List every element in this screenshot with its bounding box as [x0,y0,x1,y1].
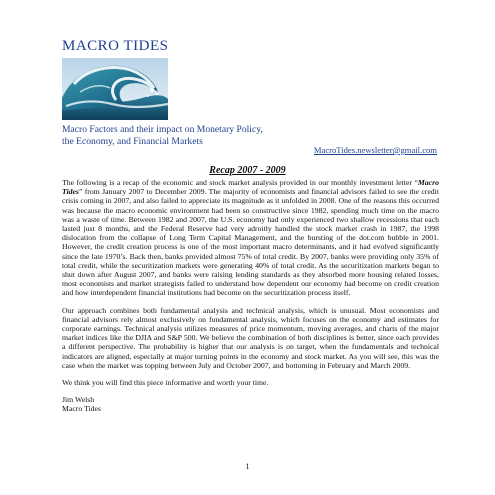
paragraph-closing: We think you will find this piece informative and worth your time. [62,378,269,388]
paragraph-intro-start: The following is a recap of the economic and stock market analysis provided in our monthly investment letter “ [62,178,418,187]
paragraph-intro-rest: ” from January 2007 to December 2009. The majority of economists and financial advisors failed to see the credit crisis coming in 2007, and also failed to appreciate its magnitude as it unfolded in 2008. One of the reasons this occurred was because the macro economic environment had been so constructive since 1982, spending much time on the macro was a waste of time. Between 1982 and 2007, the U.S. economy had only experienced two shallow recessions that each lasted just 8 months, and the Federal Reserve had very adroitly handled the stock market crash in 1987, the 1998 dislocation from the collapse of Long Term Capital Management, and the bursting of the dot.com bubble in 2001. However, the credit creation process is one of the most important macro determinants, and it had evolved significantly since the late 1970’s. Back then, banks provided almost 75% of total credit. By 2007, banks were providing only 35% of total credit, while the securitization markets were generating 40% of total credit. As the securitization markets began to shut down after August 2007, and banks were raising lending standards as they absorbed more housing related losses, most economists and market strategists failed to understand how dependent our economy had become on credit creation and how interdependent financial institutions had become on the securitization process itself. [62,187,439,298]
paragraph-intro [62,178,439,298]
signature-name: Jim Welsh [62,395,95,405]
subtitle-line-2: the Economy, and Financial Markets [62,135,203,147]
paragraph-approach: Our approach combines both fundamental analysis and technical analysis, which is unusual. Most economists and financial advisors rely almost exclusively on fundamental analysis, which focuses on the economy and estimates for corporate earnings. Technical analysis utilizes measures of price momentum, moving averages, and charts of the major market indices like the DJIA and S&P 500. We believe the combination of both disciplines is better, since each provides a different perspective. The probability is higher that our analysis is on target, when the fundamentals and technical indicators are aligned, especially at major turning points in the economy and stock market. As you will see, this was the case when the market was topping between July and October 2007, and bottoming in February and March 2009. [62,305,439,370]
subtitle [62,124,392,147]
signature-org: Macro Tides [62,404,101,414]
body-text [62,178,439,414]
email-link[interactable]: MacroTides.newsletter@gmail.com [313,145,437,155]
wave-logo-image [62,58,168,120]
newsletter-name: Macro Tides [62,178,439,197]
page-number: 1 [245,462,250,471]
subtitle-line-1: Macro Factors and their impact on Monetary Policy, [62,124,263,135]
brand-title: MACRO TIDES [62,38,169,54]
section-heading: Recap 2007 - 2009 [209,165,286,176]
wave-logo-graphic [62,58,168,120]
